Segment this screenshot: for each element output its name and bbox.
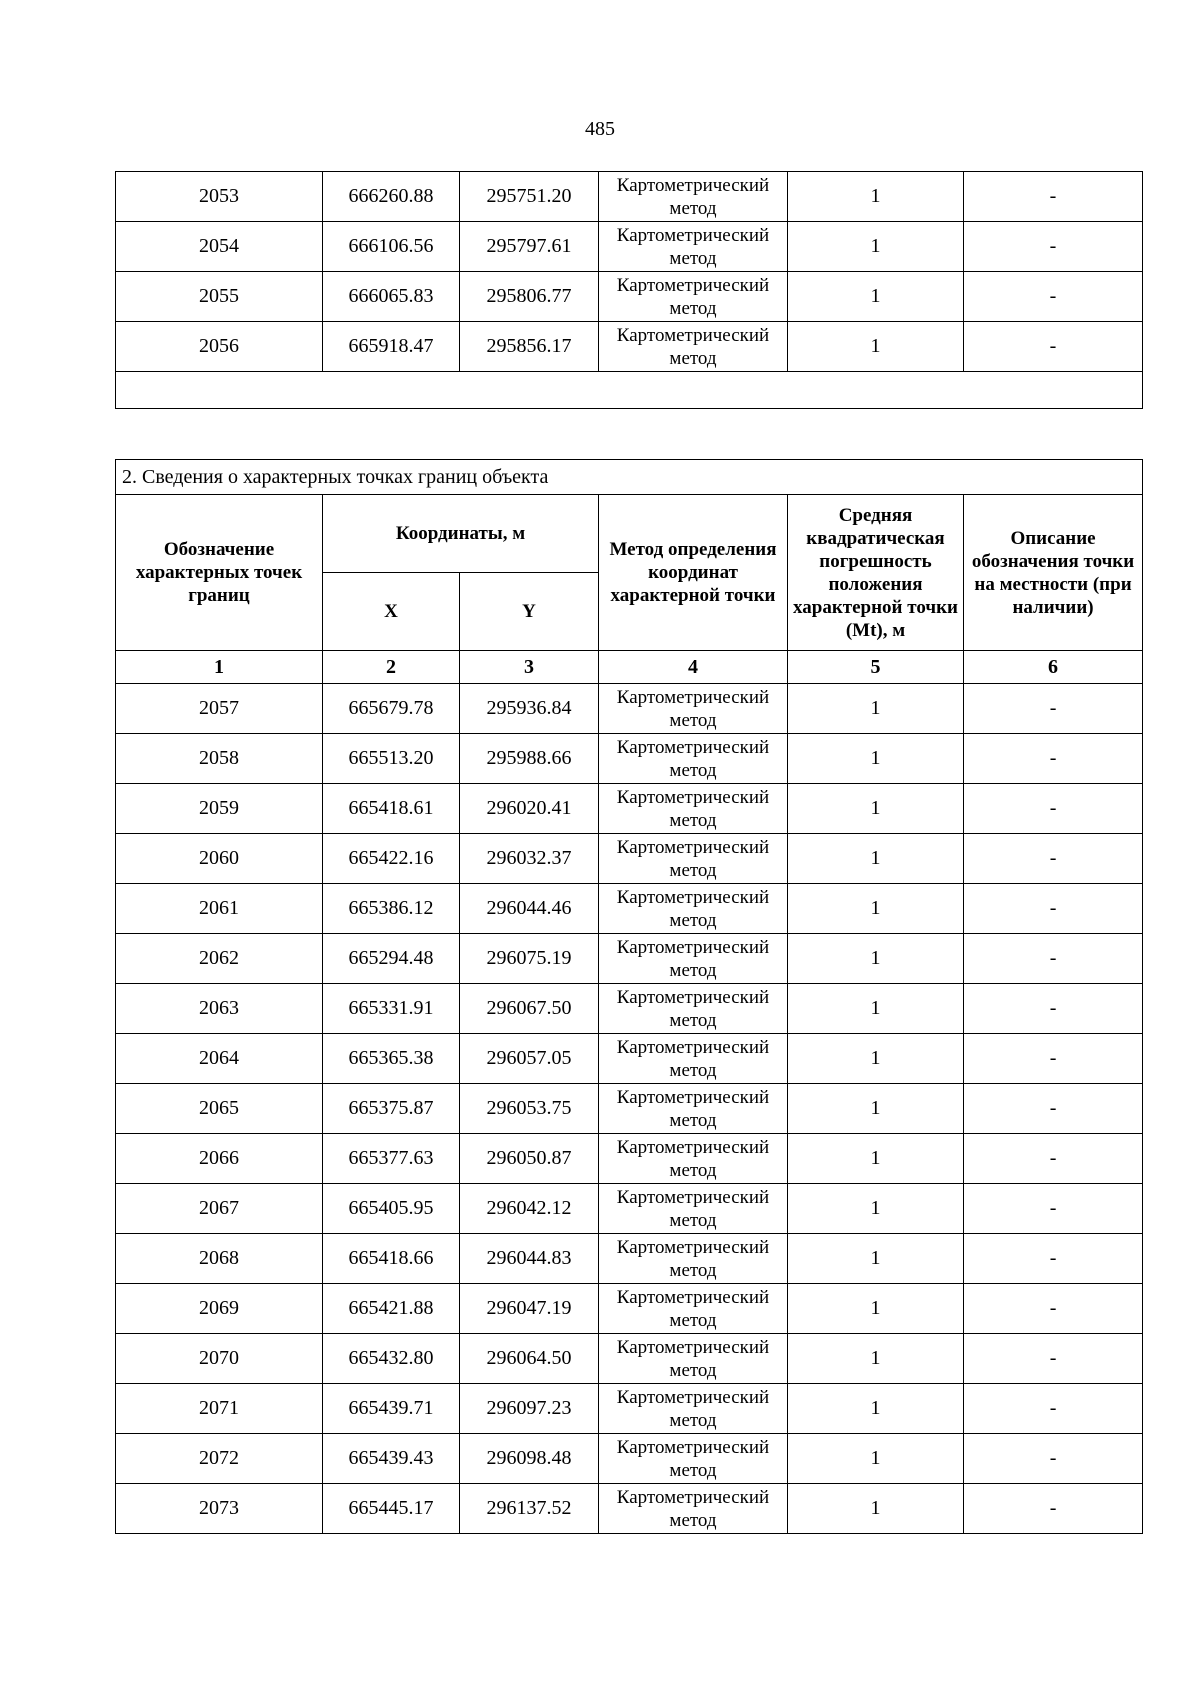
method-cell: Картометрический метод [599, 222, 788, 272]
mt-cell: 1 [788, 984, 964, 1034]
table-row [116, 1284, 1143, 1334]
table-row [116, 834, 1143, 884]
coord-x-cell: 665405.95 [323, 1184, 460, 1234]
coord-x-cell: 665439.43 [323, 1434, 460, 1484]
column-numbers-row [116, 651, 1143, 684]
description-cell: - [964, 322, 1143, 372]
coord-y-cell: 296137.52 [460, 1484, 599, 1534]
page-number: 485 [585, 118, 615, 140]
method-cell: Картометрический метод [599, 322, 788, 372]
table-row [116, 884, 1143, 934]
coord-y-cell: 296044.83 [460, 1234, 599, 1284]
table-row [116, 934, 1143, 984]
method-cell: Картометрический метод [599, 172, 788, 222]
coord-y-cell: 296075.19 [460, 934, 599, 984]
method-cell: Картометрический метод [599, 1284, 788, 1334]
mt-cell: 1 [788, 322, 964, 372]
mt-cell: 1 [788, 1384, 964, 1434]
column-number: 4 [599, 651, 788, 684]
coord-y-cell: 296044.46 [460, 884, 599, 934]
description-cell: - [964, 1184, 1143, 1234]
coord-x-cell: 666260.88 [323, 172, 460, 222]
description-cell: - [964, 222, 1143, 272]
description-cell: - [964, 684, 1143, 734]
mt-cell: 1 [788, 272, 964, 322]
method-cell: Картометрический метод [599, 1234, 788, 1284]
point-id-cell: 2061 [116, 884, 323, 934]
table-row [116, 984, 1143, 1034]
description-cell: - [964, 984, 1143, 1034]
coord-x-cell: 665445.17 [323, 1484, 460, 1534]
coord-y-cell: 296057.05 [460, 1034, 599, 1084]
method-cell: Картометрический метод [599, 684, 788, 734]
table-row [116, 1134, 1143, 1184]
section-caption: 2. Сведения о характерных точках границ объекта [116, 460, 1143, 495]
description-cell: - [964, 1234, 1143, 1284]
description-cell: - [964, 1284, 1143, 1334]
point-id-cell: 2054 [116, 222, 323, 272]
header-method: Метод определения координат характерной точки [599, 495, 788, 651]
mt-cell: 1 [788, 222, 964, 272]
point-id-cell: 2067 [116, 1184, 323, 1234]
description-cell: - [964, 784, 1143, 834]
method-cell: Картометрический метод [599, 984, 788, 1034]
mt-cell: 1 [788, 1334, 964, 1384]
table-row [116, 734, 1143, 784]
coord-x-cell: 665918.47 [323, 322, 460, 372]
mt-cell: 1 [788, 172, 964, 222]
method-cell: Картометрический метод [599, 1184, 788, 1234]
column-number: 2 [323, 651, 460, 684]
column-number: 5 [788, 651, 964, 684]
coord-y-cell: 296047.19 [460, 1284, 599, 1334]
description-cell: - [964, 834, 1143, 884]
method-cell: Картометрический метод [599, 934, 788, 984]
coord-y-cell: 295936.84 [460, 684, 599, 734]
point-id-cell: 2068 [116, 1234, 323, 1284]
point-id-cell: 2064 [116, 1034, 323, 1084]
coord-x-cell: 666065.83 [323, 272, 460, 322]
point-id-cell: 2062 [116, 934, 323, 984]
point-id-cell: 2063 [116, 984, 323, 1034]
mt-cell: 1 [788, 1434, 964, 1484]
points-table-continued [115, 171, 1143, 409]
coord-y-cell: 296098.48 [460, 1434, 599, 1484]
point-id-cell: 2056 [116, 322, 323, 372]
coord-x-cell: 665294.48 [323, 934, 460, 984]
mt-cell: 1 [788, 684, 964, 734]
mt-cell: 1 [788, 934, 964, 984]
column-number: 1 [116, 651, 323, 684]
coord-x-cell: 665418.61 [323, 784, 460, 834]
points-table-continued-body [116, 172, 1143, 372]
point-id-cell: 2057 [116, 684, 323, 734]
mt-cell: 1 [788, 1484, 964, 1534]
coord-y-cell: 295751.20 [460, 172, 599, 222]
description-cell: - [964, 734, 1143, 784]
mt-cell: 1 [788, 1284, 964, 1334]
header-description: Описание обозначения точки на местности (при наличии) [964, 495, 1143, 651]
table-row [116, 1334, 1143, 1384]
point-id-cell: 2053 [116, 172, 323, 222]
point-id-cell: 2055 [116, 272, 323, 322]
point-id-cell: 2070 [116, 1334, 323, 1384]
description-cell: - [964, 1084, 1143, 1134]
description-cell: - [964, 172, 1143, 222]
coord-y-cell: 295988.66 [460, 734, 599, 784]
description-cell: - [964, 1384, 1143, 1434]
header-designation: Обозначение характерных точек границ [116, 495, 323, 651]
method-cell: Картометрический метод [599, 1084, 788, 1134]
coord-y-cell: 295806.77 [460, 272, 599, 322]
point-id-cell: 2058 [116, 734, 323, 784]
coord-x-cell: 665513.20 [323, 734, 460, 784]
point-id-cell: 2072 [116, 1434, 323, 1484]
coord-y-cell: 296050.87 [460, 1134, 599, 1184]
coord-x-cell: 665418.66 [323, 1234, 460, 1284]
coord-x-cell: 665365.38 [323, 1034, 460, 1084]
point-id-cell: 2060 [116, 834, 323, 884]
method-cell: Картометрический метод [599, 1134, 788, 1184]
description-cell: - [964, 272, 1143, 322]
point-id-cell: 2069 [116, 1284, 323, 1334]
coord-y-cell: 296097.23 [460, 1384, 599, 1434]
table-row [116, 322, 1143, 372]
boundary-points-table-body [116, 684, 1143, 1534]
description-cell: - [964, 1434, 1143, 1484]
mt-cell: 1 [788, 1234, 964, 1284]
mt-cell: 1 [788, 884, 964, 934]
table-row [116, 1384, 1143, 1434]
mt-cell: 1 [788, 784, 964, 834]
coord-y-cell: 296042.12 [460, 1184, 599, 1234]
method-cell: Картометрический метод [599, 1334, 788, 1384]
header-x: X [323, 573, 460, 651]
table-row [116, 784, 1143, 834]
method-cell: Картометрический метод [599, 784, 788, 834]
coord-y-cell: 296032.37 [460, 834, 599, 884]
coord-x-cell: 665386.12 [323, 884, 460, 934]
coord-x-cell: 665377.63 [323, 1134, 460, 1184]
table-row [116, 1434, 1143, 1484]
table-row [116, 222, 1143, 272]
header-mt: Средняя квадратическая погрешность положения характерной точки (Mt), м [788, 495, 964, 651]
coord-x-cell: 665375.87 [323, 1084, 460, 1134]
coord-x-cell: 666106.56 [323, 222, 460, 272]
mt-cell: 1 [788, 1134, 964, 1184]
table-row [116, 1234, 1143, 1284]
column-number: 3 [460, 651, 599, 684]
header-y: Y [460, 573, 599, 651]
empty-cell [116, 372, 1143, 409]
table-row [116, 172, 1143, 222]
point-id-cell: 2071 [116, 1384, 323, 1434]
method-cell: Картометрический метод [599, 734, 788, 784]
method-cell: Картометрический метод [599, 1434, 788, 1484]
method-cell: Картометрический метод [599, 1484, 788, 1534]
empty-row [116, 372, 1143, 409]
coord-y-cell: 296067.50 [460, 984, 599, 1034]
column-number: 6 [964, 651, 1143, 684]
coord-x-cell: 665421.88 [323, 1284, 460, 1334]
table-row [116, 1484, 1143, 1534]
method-cell: Картометрический метод [599, 1384, 788, 1434]
mt-cell: 1 [788, 834, 964, 884]
description-cell: - [964, 884, 1143, 934]
header-coordinates: Координаты, м [323, 495, 599, 573]
coord-y-cell: 296020.41 [460, 784, 599, 834]
description-cell: - [964, 1034, 1143, 1084]
mt-cell: 1 [788, 1034, 964, 1084]
table-row [116, 1034, 1143, 1084]
point-id-cell: 2065 [116, 1084, 323, 1134]
description-cell: - [964, 1134, 1143, 1184]
coord-y-cell: 295856.17 [460, 322, 599, 372]
coord-y-cell: 296064.50 [460, 1334, 599, 1384]
coord-y-cell: 295797.61 [460, 222, 599, 272]
description-cell: - [964, 1484, 1143, 1534]
coord-x-cell: 665432.80 [323, 1334, 460, 1384]
mt-cell: 1 [788, 1184, 964, 1234]
coord-x-cell: 665679.78 [323, 684, 460, 734]
description-cell: - [964, 934, 1143, 984]
point-id-cell: 2066 [116, 1134, 323, 1184]
mt-cell: 1 [788, 734, 964, 784]
table-row [116, 684, 1143, 734]
mt-cell: 1 [788, 1084, 964, 1134]
point-id-cell: 2059 [116, 784, 323, 834]
table-row [116, 272, 1143, 322]
coord-x-cell: 665422.16 [323, 834, 460, 884]
method-cell: Картометрический метод [599, 884, 788, 934]
coord-x-cell: 665439.71 [323, 1384, 460, 1434]
description-cell: - [964, 1334, 1143, 1384]
table-row [116, 1084, 1143, 1134]
coord-x-cell: 665331.91 [323, 984, 460, 1034]
point-id-cell: 2073 [116, 1484, 323, 1534]
method-cell: Картометрический метод [599, 272, 788, 322]
method-cell: Картометрический метод [599, 1034, 788, 1084]
method-cell: Картометрический метод [599, 834, 788, 884]
boundary-points-table [115, 459, 1143, 1534]
coord-y-cell: 296053.75 [460, 1084, 599, 1134]
table-row [116, 1184, 1143, 1234]
